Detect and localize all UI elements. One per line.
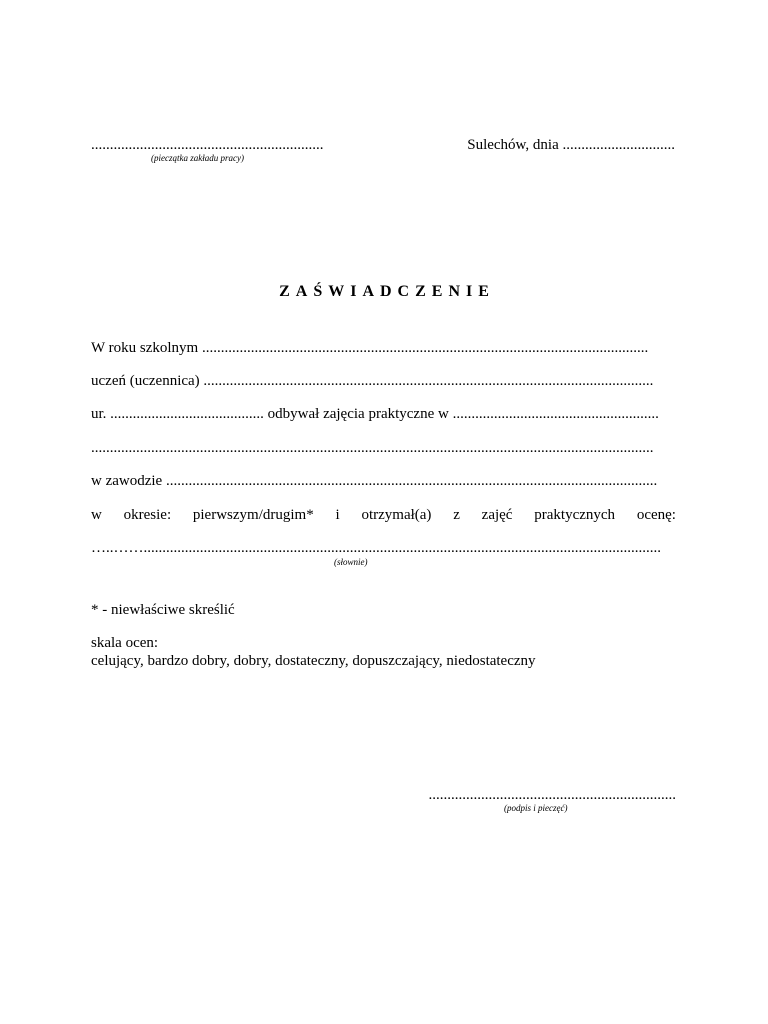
grade-scale-label: skala ocen: — [91, 635, 159, 651]
birth-and-practice-line: ur. ......................................... odbywał zajęcia praktyczne w ....................................................... — [91, 406, 659, 422]
profession-line: w zawodzie ................................................................................................................................... — [91, 473, 658, 489]
grade-scale-values: celujący, bardzo dobry, dobry, dostateczny, dopuszczający, niedostateczny — [91, 653, 536, 669]
stamp-line: .............................................................. — [91, 137, 324, 153]
signature-caption: (podpis i pieczęć) — [504, 803, 568, 813]
period-word: praktycznych — [534, 507, 616, 523]
student-line: uczeń (uczennica) ........................................................................................................................ — [91, 373, 654, 389]
period-grade-line — [91, 506, 676, 524]
signature-line: .................................................................. — [428, 787, 676, 803]
practice-place-continuation-line: ...................................................................................................................................................... — [91, 440, 654, 456]
period-word: ocenę: — [636, 507, 676, 523]
document-title: ZAŚWIADCZENIE — [279, 283, 495, 300]
grade-caption: (słownie) — [334, 557, 368, 567]
strike-note: * - niewłaściwe skreślić — [91, 602, 235, 618]
period-word: pierwszym/drugim* — [192, 507, 314, 523]
period-word: otrzymał(a) — [361, 507, 432, 523]
period-word: okresie: — [123, 507, 172, 523]
stamp-caption: (pieczątka zakładu pracy) — [151, 153, 244, 163]
place-date-line: Sulechów, dnia .............................. — [467, 137, 675, 153]
period-word: z — [453, 507, 460, 523]
school-year-line: W roku szkolnym ....................................................................................................................... — [91, 340, 649, 356]
period-word: zajęć — [481, 507, 513, 523]
period-word: i — [335, 507, 340, 523]
grade-line: …..…….......................................................................................................................................... — [91, 540, 661, 556]
period-word: w — [91, 507, 102, 523]
